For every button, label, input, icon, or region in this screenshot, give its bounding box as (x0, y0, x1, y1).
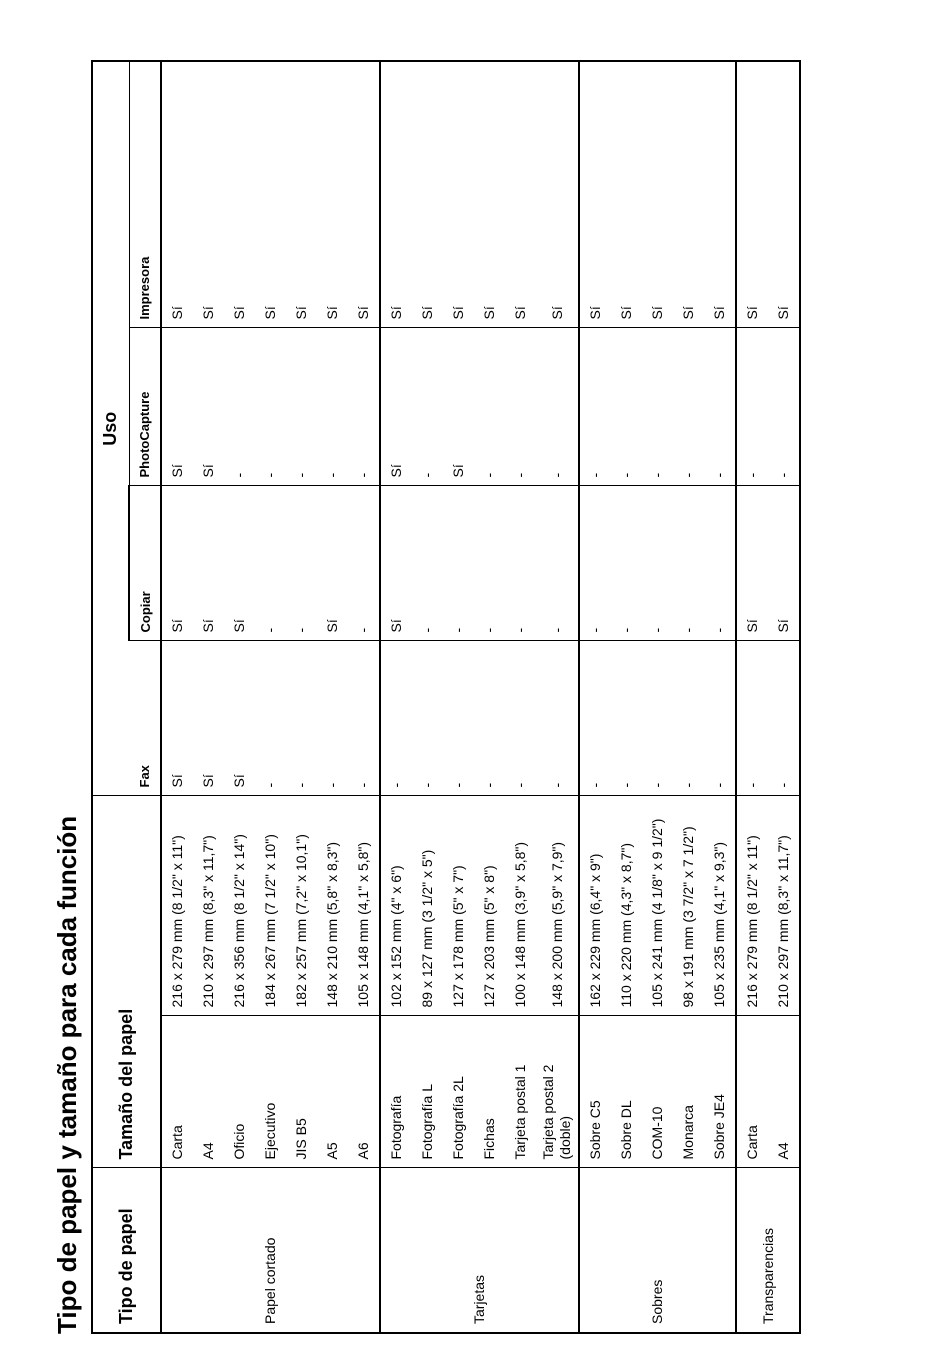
fax-support-cell: Sí (161, 641, 193, 796)
photocapture-support-cell: - (704, 328, 736, 486)
fax-support-cell: - (579, 641, 611, 796)
fax-support-cell: - (536, 641, 579, 796)
table-row (673, 61, 704, 1333)
paper-name-cell (505, 1016, 536, 1168)
copiar-support-cell: Sí (380, 486, 412, 641)
paper-name-cell (642, 1016, 673, 1168)
paper-name: A4 (200, 1142, 216, 1160)
impresora-support-cell: Sí (224, 61, 255, 328)
paper-name: Carta (744, 1125, 760, 1160)
fax-support-cell: - (443, 641, 474, 796)
photocapture-support-cell: - (642, 328, 673, 486)
paper-dimensions: 210 x 297 mm (8,3" x 11,7") (193, 796, 224, 1016)
paper-dimensions: 184 x 267 mm (7 1/2" x 10") (255, 796, 286, 1016)
photocapture-support-cell: - (474, 328, 505, 486)
fax-support-cell: - (505, 641, 536, 796)
paper-dimensions: 127 x 178 mm (5" x 7") (443, 796, 474, 1016)
paper-type-cell: Transparencias (736, 1168, 800, 1333)
copiar-support-cell: Sí (193, 486, 224, 641)
table-row (193, 61, 224, 1333)
paper-type-cell: Tarjetas (380, 1168, 579, 1333)
paper-name: Tarjeta postal 1 (512, 1064, 528, 1160)
paper-name-cell (380, 1016, 412, 1168)
table-row (704, 61, 736, 1333)
copiar-support-cell: - (286, 486, 317, 641)
paper-dimensions: 102 x 152 mm (4" x 6") (380, 796, 412, 1016)
fax-support-cell: - (286, 641, 317, 796)
table-row (536, 61, 579, 1333)
copiar-support-cell: Sí (224, 486, 255, 641)
fax-support-cell: - (380, 641, 412, 796)
header-copiar: Copiar (129, 486, 161, 641)
table-row (255, 61, 286, 1333)
paper-name-cell (286, 1016, 317, 1168)
photocapture-support-cell: Sí (193, 328, 224, 486)
paper-dimensions: 110 x 220 mm (4,3" x 8,7") (611, 796, 642, 1016)
copiar-support-cell: - (704, 486, 736, 641)
impresora-support-cell: Sí (474, 61, 505, 328)
table-row (579, 61, 611, 1333)
paper-type-cell: Papel cortado (161, 1168, 380, 1333)
fax-support-cell: - (317, 641, 348, 796)
copiar-support-cell: - (611, 486, 642, 641)
photocapture-support-cell: - (348, 328, 380, 486)
copiar-support-cell: - (474, 486, 505, 641)
impresora-support-cell: Sí (443, 61, 474, 328)
page-title: Tipo de papel y tamaño para cada función (52, 815, 82, 1334)
paper-dimensions: 216 x 279 mm (8 1/2" x 11") (736, 796, 768, 1016)
photocapture-support-cell: - (768, 328, 800, 486)
paper-name: Fotografía L (419, 1084, 435, 1160)
paper-name: Ejecutivo (262, 1102, 278, 1160)
impresora-support-cell: Sí (505, 61, 536, 328)
header-impresora: Impresora (129, 61, 161, 328)
paper-function-table (91, 60, 801, 1334)
table-row (642, 61, 673, 1333)
header-fax: Fax (129, 641, 161, 796)
table-row (224, 61, 255, 1333)
fax-support-cell: - (474, 641, 505, 796)
photocapture-support-cell: - (255, 328, 286, 486)
photocapture-support-cell: - (286, 328, 317, 486)
impresora-support-cell: Sí (579, 61, 611, 328)
paper-name: A4 (775, 1142, 791, 1160)
paper-name: A5 (324, 1142, 340, 1160)
copiar-support-cell: Sí (317, 486, 348, 641)
paper-dimensions: 105 x 241 mm (4 1/8" x 9 1/2") (642, 796, 673, 1016)
copiar-support-cell: - (412, 486, 443, 641)
impresora-support-cell: Sí (317, 61, 348, 328)
fax-support-cell: - (611, 641, 642, 796)
paper-name: COM-10 (649, 1106, 665, 1160)
paper-name-cell (348, 1016, 380, 1168)
paper-name-line2: (doble) (557, 1115, 573, 1160)
impresora-support-cell: Sí (380, 61, 412, 328)
paper-name-cell (704, 1016, 736, 1168)
photocapture-support-cell: - (673, 328, 704, 486)
impresora-support-cell: Sí (348, 61, 380, 328)
paper-dimensions: 105 x 148 mm (4,1" x 5,8") (348, 796, 380, 1016)
table-row (768, 61, 800, 1333)
copiar-support-cell: - (642, 486, 673, 641)
photocapture-support-cell: - (412, 328, 443, 486)
table-body (161, 61, 800, 1333)
paper-dimensions: 100 x 148 mm (3,9" x 5,8") (505, 796, 536, 1016)
paper-dimensions: 105 x 235 mm (4,1" x 9,3") (704, 796, 736, 1016)
table-row (611, 61, 642, 1333)
impresora-support-cell: Sí (611, 61, 642, 328)
paper-dimensions: 216 x 356 mm (8 1/2" x 14") (224, 796, 255, 1016)
photocapture-support-cell: - (579, 328, 611, 486)
paper-name-cell (161, 1016, 193, 1168)
paper-dimensions: 182 x 257 mm (7,2" x 10,1") (286, 796, 317, 1016)
impresora-support-cell: Sí (412, 61, 443, 328)
table-row (443, 61, 474, 1333)
photocapture-support-cell: - (317, 328, 348, 486)
fax-support-cell: - (348, 641, 380, 796)
table-row (736, 61, 768, 1333)
copiar-support-cell: - (579, 486, 611, 641)
paper-dimensions: 148 x 210 mm (5,8" x 8,3") (317, 796, 348, 1016)
copiar-support-cell: - (673, 486, 704, 641)
copiar-support-cell: - (348, 486, 380, 641)
paper-dimensions: 127 x 203 mm (5" x 8") (474, 796, 505, 1016)
paper-name: Fotografía (388, 1095, 404, 1160)
paper-name-cell (474, 1016, 505, 1168)
paper-name-cell (673, 1016, 704, 1168)
table-row (161, 61, 193, 1333)
fax-support-cell: - (768, 641, 800, 796)
table-row (348, 61, 380, 1333)
impresora-support-cell: Sí (255, 61, 286, 328)
paper-name: Sobre C5 (587, 1100, 603, 1160)
impresora-support-cell: Sí (193, 61, 224, 328)
paper-name: Fichas (481, 1118, 497, 1160)
paper-name-cell (412, 1016, 443, 1168)
photocapture-support-cell: - (611, 328, 642, 486)
impresora-support-cell: Sí (642, 61, 673, 328)
paper-name: JIS B5 (293, 1118, 309, 1160)
paper-name-cell (193, 1016, 224, 1168)
paper-name-cell (224, 1016, 255, 1168)
paper-name: Sobre DL (618, 1100, 634, 1160)
fax-support-cell: - (673, 641, 704, 796)
copiar-support-cell: - (536, 486, 579, 641)
photocapture-support-cell: - (505, 328, 536, 486)
copiar-support-cell: Sí (161, 486, 193, 641)
fax-support-cell: - (704, 641, 736, 796)
fax-support-cell: - (412, 641, 443, 796)
photocapture-support-cell: Sí (443, 328, 474, 486)
paper-dimensions: 162 x 229 mm (6,4" x 9") (579, 796, 611, 1016)
fax-support-cell: Sí (224, 641, 255, 796)
paper-name: A6 (355, 1142, 371, 1160)
header-tamano-del-papel: Tamaño del papel (92, 796, 161, 1168)
paper-name-cell (317, 1016, 348, 1168)
copiar-support-cell: - (255, 486, 286, 641)
table-row (505, 61, 536, 1333)
impresora-support-cell: Sí (536, 61, 579, 328)
paper-name-cell (611, 1016, 642, 1168)
paper-name: Tarjeta postal 2 (540, 1064, 556, 1160)
copiar-support-cell: Sí (768, 486, 800, 641)
copiar-support-cell: Sí (736, 486, 768, 641)
paper-dimensions: 216 x 279 mm (8 1/2" x 11") (161, 796, 193, 1016)
impresora-support-cell: Sí (673, 61, 704, 328)
paper-name: Oficio (231, 1123, 247, 1160)
table-row (380, 61, 412, 1333)
table-row (286, 61, 317, 1333)
photocapture-support-cell: - (224, 328, 255, 486)
photocapture-support-cell: - (736, 328, 768, 486)
paper-dimensions: 89 x 127 mm (3 1/2" x 5") (412, 796, 443, 1016)
paper-name: Sobre JE4 (711, 1094, 727, 1160)
paper-name: Monarca (680, 1105, 696, 1160)
impresora-support-cell: Sí (161, 61, 193, 328)
copiar-support-cell: - (443, 486, 474, 641)
header-photocapture: PhotoCapture (129, 328, 161, 486)
paper-name-cell (255, 1016, 286, 1168)
paper-dimensions: 148 x 200 mm (5,9" x 7,9") (536, 796, 579, 1016)
copiar-support-cell: - (505, 486, 536, 641)
fax-support-cell: Sí (193, 641, 224, 796)
impresora-support-cell: Sí (704, 61, 736, 328)
paper-type-cell: Sobres (579, 1168, 736, 1333)
paper-name-cell (736, 1016, 768, 1168)
header-tipo-de-papel: Tipo de papel (92, 1168, 161, 1333)
paper-name-cell (536, 1016, 579, 1168)
impresora-support-cell: Sí (286, 61, 317, 328)
paper-dimensions: 210 x 297 mm (8,3" x 11,7") (768, 796, 800, 1016)
fax-support-cell: - (255, 641, 286, 796)
impresora-support-cell: Sí (768, 61, 800, 328)
paper-name-cell (443, 1016, 474, 1168)
paper-name-cell (768, 1016, 800, 1168)
photocapture-support-cell: Sí (161, 328, 193, 486)
paper-dimensions: 98 x 191 mm (3 7/2" x 7 1/2") (673, 796, 704, 1016)
photocapture-support-cell: Sí (380, 328, 412, 486)
fax-support-cell: - (736, 641, 768, 796)
impresora-support-cell: Sí (736, 61, 768, 328)
table-row (412, 61, 443, 1333)
header-uso: Uso (92, 61, 129, 796)
table-row (317, 61, 348, 1333)
table-row (474, 61, 505, 1333)
paper-name: Fotografía 2L (450, 1076, 466, 1160)
fax-support-cell: - (642, 641, 673, 796)
paper-name-cell (579, 1016, 611, 1168)
photocapture-support-cell: - (536, 328, 579, 486)
paper-name: Carta (169, 1125, 185, 1160)
